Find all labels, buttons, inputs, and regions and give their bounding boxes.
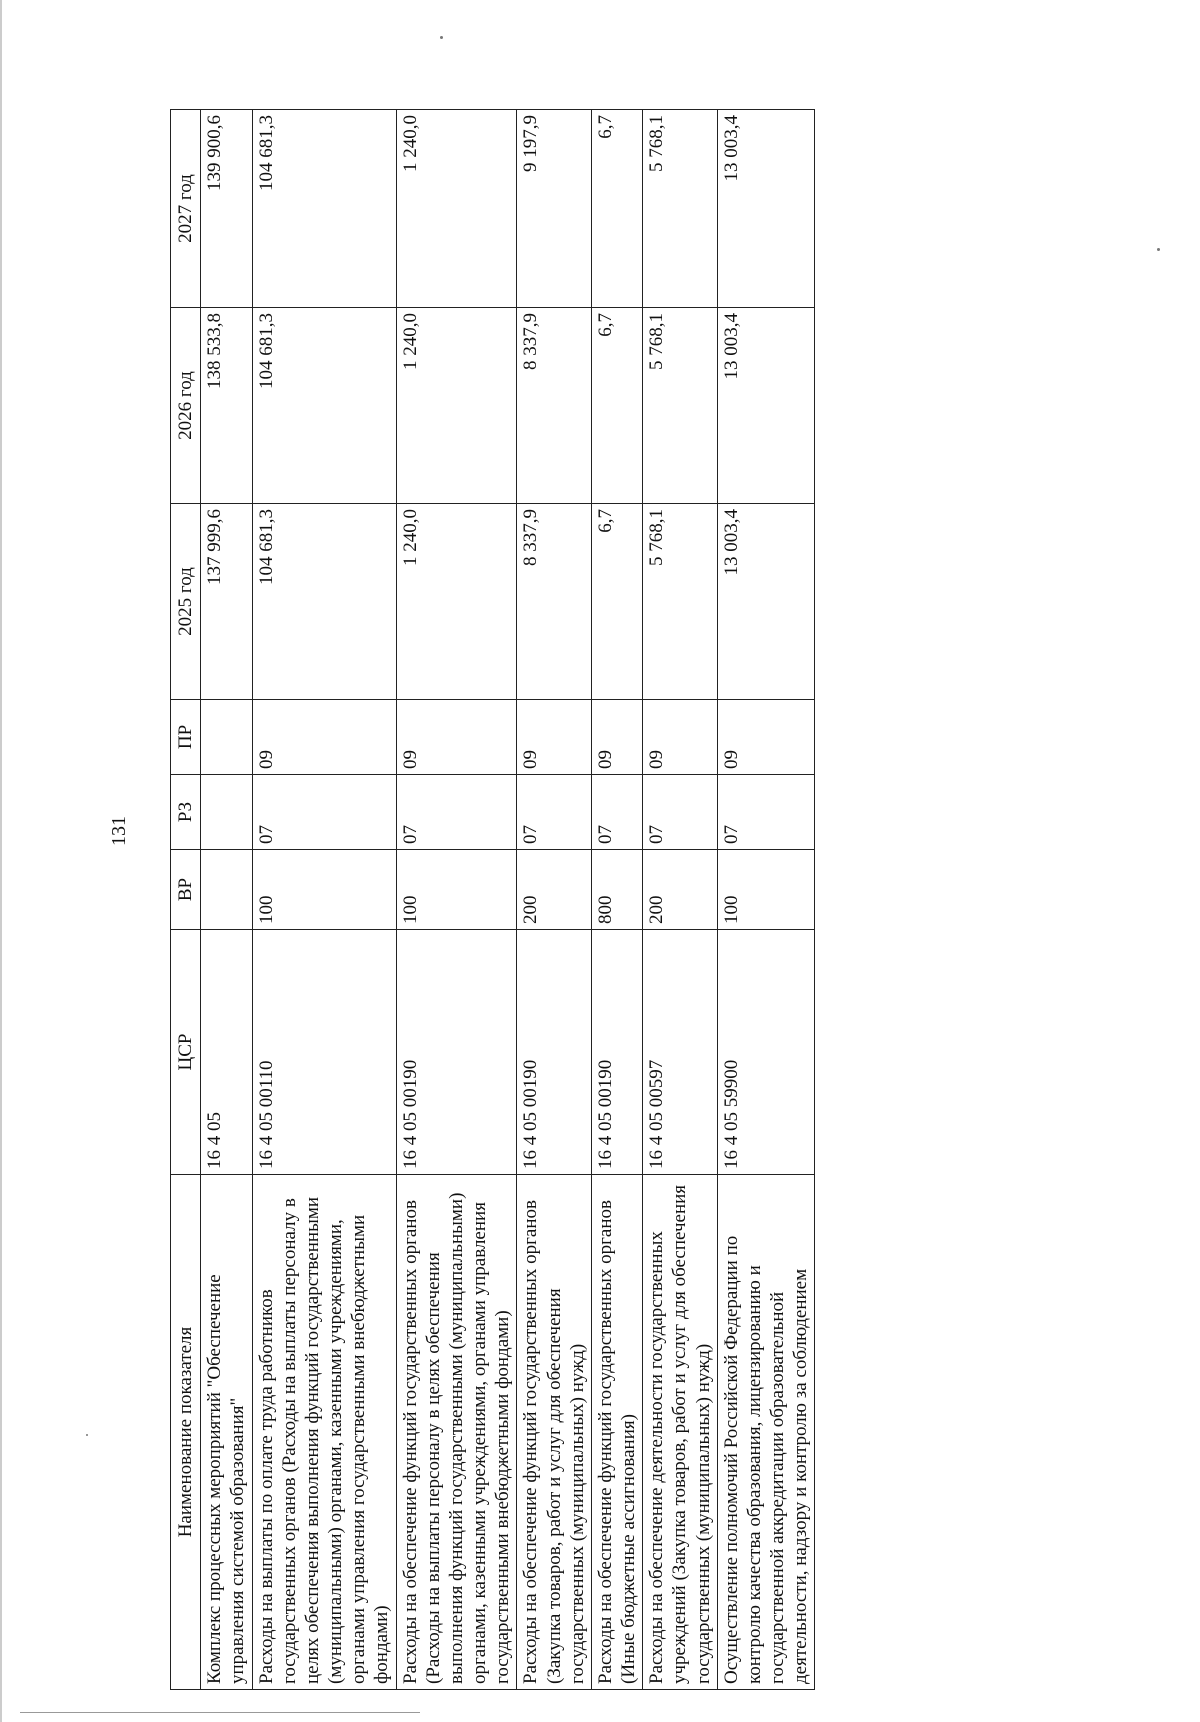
page-number: 131: [108, 816, 130, 846]
cell-2027: 6,7: [591, 110, 642, 308]
cell-2025: 13 003,4: [717, 504, 815, 700]
cell-2025: 104 681,3: [252, 504, 396, 700]
header-csr: ЦСР: [171, 930, 201, 1175]
cell-2025: 137 999,6: [201, 504, 252, 700]
table-row: [396, 110, 517, 1690]
cell-2027: 139 900,6: [201, 110, 252, 308]
cell-pr: 09: [717, 700, 815, 775]
cell-rz: 07: [252, 775, 396, 850]
table-header-row: [171, 110, 201, 1690]
cell-name: Комплекс процессных мероприятий "Обеспечение управления системой образования": [201, 1175, 252, 1690]
cell-name: Расходы на обеспечение функций государственных органов (Закупка товаров, работ и услуг для обеспечения государственных (муниципальных) нужд): [517, 1175, 592, 1690]
cell-rz: 07: [717, 775, 815, 850]
header-2025: 2025 год: [171, 504, 201, 700]
cell-rz: [201, 775, 252, 850]
cell-2026: 5 768,1: [643, 308, 718, 504]
cell-csr: 16 4 05 00190: [591, 930, 642, 1175]
cell-rz: 07: [591, 775, 642, 850]
cell-rz: 07: [643, 775, 718, 850]
cell-pr: 09: [252, 700, 396, 775]
cell-csr: 16 4 05 00110: [252, 930, 396, 1175]
cell-csr: 16 4 05 59900: [717, 930, 815, 1175]
cell-2025: 6,7: [591, 504, 642, 700]
cell-vr: 100: [252, 850, 396, 930]
cell-vr: 100: [717, 850, 815, 930]
cell-csr: 16 4 05 00597: [643, 930, 718, 1175]
table-row: [252, 110, 396, 1690]
cell-2027: 13 003,4: [717, 110, 815, 308]
scan-speck: [1157, 248, 1160, 251]
cell-2027: 5 768,1: [643, 110, 718, 308]
cell-rz: 07: [396, 775, 517, 850]
cell-rz: 07: [517, 775, 592, 850]
header-rz: РЗ: [171, 775, 201, 850]
cell-pr: 09: [396, 700, 517, 775]
cell-2026: 138 533,8: [201, 308, 252, 504]
scan-speck: [440, 36, 443, 39]
header-2026: 2026 год: [171, 308, 201, 504]
table-row: [201, 110, 252, 1690]
cell-2026: 1 240,0: [396, 308, 517, 504]
cell-vr: 200: [643, 850, 718, 930]
cell-name: Расходы на выплаты по оплате труда работников государственных органов (Расходы на выплаты персоналу в целях обеспечения выполнения функций государственными (муниципальными) органами, казенными учреждениями, органами управления государственными внебюджетными фондами): [252, 1175, 396, 1690]
table-row: [517, 110, 592, 1690]
cell-2026: 13 003,4: [717, 308, 815, 504]
scan-edge-bottom: [20, 1712, 420, 1713]
cell-2025: 8 337,9: [517, 504, 592, 700]
cell-name: Расходы на обеспечение функций государственных органов (Иные бюджетные ассигнования): [591, 1175, 642, 1690]
cell-vr: 200: [517, 850, 592, 930]
cell-2027: 104 681,3: [252, 110, 396, 308]
scan-speck: [86, 1434, 88, 1436]
cell-vr: [201, 850, 252, 930]
table-row: [717, 110, 815, 1690]
budget-table: [170, 109, 815, 1690]
cell-2027: 9 197,9: [517, 110, 592, 308]
table-row: [643, 110, 718, 1690]
cell-name: Осуществление полномочий Российской Федерации по контролю качества образования, лицензированию и государственной аккредитации образовательной деятельности, надзору и контролю за соблюдением: [717, 1175, 815, 1690]
cell-2026: 8 337,9: [517, 308, 592, 504]
table-row: [591, 110, 642, 1690]
cell-vr: 100: [396, 850, 517, 930]
header-name: Наименование показателя: [171, 1175, 201, 1690]
cell-csr: 16 4 05: [201, 930, 252, 1175]
header-pr: ПР: [171, 700, 201, 775]
cell-2026: 104 681,3: [252, 308, 396, 504]
cell-2025: 5 768,1: [643, 504, 718, 700]
cell-pr: 09: [591, 700, 642, 775]
cell-pr: 09: [517, 700, 592, 775]
cell-2026: 6,7: [591, 308, 642, 504]
header-2027: 2027 год: [171, 110, 201, 308]
rotated-table-container: [170, 110, 1110, 1690]
cell-2027: 1 240,0: [396, 110, 517, 308]
cell-2025: 1 240,0: [396, 504, 517, 700]
cell-name: Расходы на обеспечение функций государственных органов (Расходы на выплаты персоналу в целях обеспечения выполнения функций государственными (муниципальными) органами, казенными учреждениями, органами управления государственными внебюджетными фондами): [396, 1175, 517, 1690]
header-vr: ВР: [171, 850, 201, 930]
cell-name: Расходы на обеспечение деятельности государственных учреждений (Закупка товаров, работ и услуг для обеспечения государственных (муниципальных) нужд): [643, 1175, 718, 1690]
cell-csr: 16 4 05 00190: [517, 930, 592, 1175]
cell-csr: 16 4 05 00190: [396, 930, 517, 1175]
cell-pr: [201, 700, 252, 775]
cell-vr: 800: [591, 850, 642, 930]
scan-edge: [0, 0, 2, 1722]
cell-pr: 09: [643, 700, 718, 775]
